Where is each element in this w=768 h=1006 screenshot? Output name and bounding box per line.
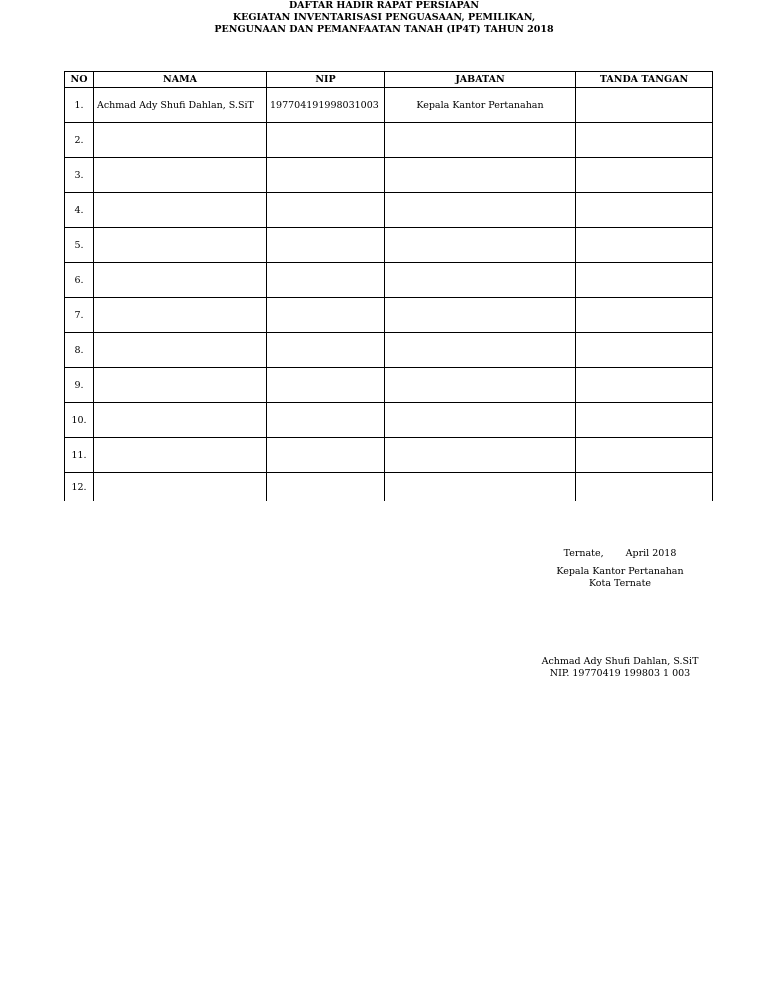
signature-cell [576,333,713,368]
signature-cell [576,228,713,263]
table-row [65,438,713,473]
name-cell [94,263,267,298]
table-row [65,193,713,228]
nip-cell [267,298,385,333]
position-cell [385,263,576,298]
nip-cell [267,473,385,502]
nip-cell [267,193,385,228]
position-cell [385,228,576,263]
signature-block [520,548,720,680]
position-cell [385,298,576,333]
row-number: 9. [65,368,94,403]
position-cell [385,403,576,438]
signature-cell [576,438,713,473]
row-number: 5. [65,228,94,263]
position-cell [385,193,576,228]
signature-cell [576,298,713,333]
signatory-role: Kepala Kantor Pertanahan [556,566,684,577]
name-cell [94,123,267,158]
position-cell [385,333,576,368]
name-cell [94,403,267,438]
nip-cell [267,228,385,263]
position-cell [385,473,576,502]
title-line-3: PENGUNAAN DAN PEMANFAATAN TANAH (IP4T) TAHUN 2018 [214,24,554,35]
position-cell [385,438,576,473]
title-line-2: KEGIATAN INVENTARISASI PENGUASAAN, PEMILIKAN, [232,12,536,23]
table-row [65,473,713,502]
position-cell [385,158,576,193]
table-row [65,333,713,368]
nip-cell [267,158,385,193]
position-cell [385,368,576,403]
name-cell [94,368,267,403]
row-number: 8. [65,333,94,368]
column-header-tanda-tangan: TANDA TANGAN [576,72,713,88]
column-header-nip: NIP [267,72,385,88]
signature-cell [576,123,713,158]
row-number: 6. [65,263,94,298]
table-row [65,158,713,193]
name-cell [94,193,267,228]
nip-cell [267,403,385,438]
signature-cell [576,403,713,438]
signatory-city: Kota Ternate [588,578,652,589]
table-row [65,263,713,298]
row-number: 1. [65,88,94,123]
nip-cell [267,333,385,368]
signature-cell [576,368,713,403]
name-cell: Achmad Ady Shufi Dahlan, S.SiT [94,88,267,123]
nip-cell [267,263,385,298]
signature-cell [576,473,713,502]
attendance-table [64,71,713,501]
nip-cell: 197704191998031003 [267,88,385,123]
row-number: 10. [65,403,94,438]
table-row [65,228,713,263]
table-header-row [65,72,713,88]
table-row [65,88,713,123]
signatory-nip: NIP. 19770419 199803 1 003 [549,668,691,679]
place-text: Ternate, [563,548,604,559]
signature-cell [576,88,713,123]
name-cell [94,298,267,333]
row-number: 2. [65,123,94,158]
row-number: 12. [65,473,94,502]
row-number: 11. [65,438,94,473]
signature-cell [576,263,713,298]
date-text: April 2018 [625,548,677,559]
table-row [65,368,713,403]
row-number: 3. [65,158,94,193]
signatory-name: Achmad Ady Shufi Dahlan, S.SiT [541,656,699,667]
document-title [0,0,768,36]
column-header-no: NO [65,72,94,88]
position-cell [385,123,576,158]
table-row [65,403,713,438]
row-number: 7. [65,298,94,333]
signature-cell [576,158,713,193]
name-cell [94,473,267,502]
row-number: 4. [65,193,94,228]
place-date [520,548,720,560]
name-cell [94,438,267,473]
name-cell [94,228,267,263]
table-row [65,298,713,333]
column-header-nama: NAMA [94,72,267,88]
nip-cell [267,438,385,473]
name-cell [94,333,267,368]
name-cell [94,158,267,193]
title-line-1: DAFTAR HADIR RAPAT PERSIAPAN [288,0,480,11]
table-row [65,123,713,158]
nip-cell [267,123,385,158]
position-cell: Kepala Kantor Pertanahan [385,88,576,123]
column-header-jabatan: JABATAN [385,72,576,88]
signature-cell [576,193,713,228]
nip-cell [267,368,385,403]
